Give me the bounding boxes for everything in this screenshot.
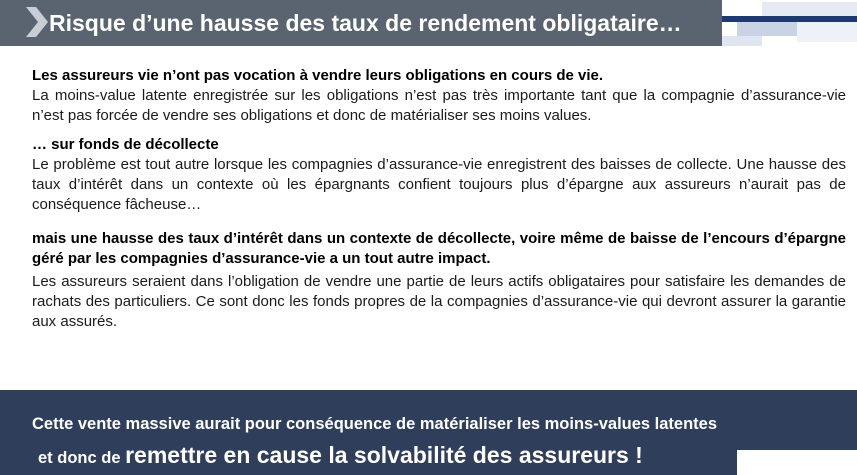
banner-line2-emphasis: remettre en cause la solvabilité des assureurs ! (125, 442, 643, 468)
banner-line2 (38, 440, 643, 474)
banner-line1: Cette vente massive aurait pour conséquence de matérialiser les moins-values latentes (32, 415, 718, 433)
slide-title: Risque d’une hausse des taux de rendement obligataire… (49, 10, 682, 36)
banner-line2-prefix: et donc de (38, 449, 126, 467)
para3-text: Les assureurs seraient dans l’obligation de vendre une partie de leurs actifs obligataires pour satisfaire les demandes de rachats des particuliers. Ce sont donc les fonds propres de la compagnies d’assurance-vie qui devront assurer la garantie aux assurés. (32, 273, 846, 330)
para3-heading: mais une hausse des taux d’intérêt dans un contexte de décollecte, voire même de baisse de l’encours d’épargne géré par les compagnies d’assurance-vie a un tout autre impact. (32, 230, 846, 267)
para1-text: La moins-value latente enregistrée sur les obligations n’est pas très importante tant que la compagnie d’assurance-vie n’est pas forcée de vendre ses obligations et donc de matérialiser ses moins values. (32, 87, 846, 124)
header-decoration (722, 0, 857, 46)
para1-heading: Les assureurs vie n’ont pas vocation à vendre leurs obligations en cours de vie. (32, 67, 604, 84)
corner-block (737, 450, 857, 475)
para2-text: Le problème est tout autre lorsque les compagnies d’assurance-vie enregistrent des baisses de collecte. Une hausse des taux d’intérêt dans un contexte où les épargnants confient toujours plus d’épargne aux assureurs n’aurait pas de conséquence fâcheuse… (32, 156, 846, 213)
chevron-right-icon (22, 5, 52, 39)
conclusion-banner (0, 390, 857, 475)
title-bar (0, 0, 857, 46)
para2-heading: … sur fonds de décollecte (32, 136, 219, 153)
body-text (32, 66, 846, 332)
